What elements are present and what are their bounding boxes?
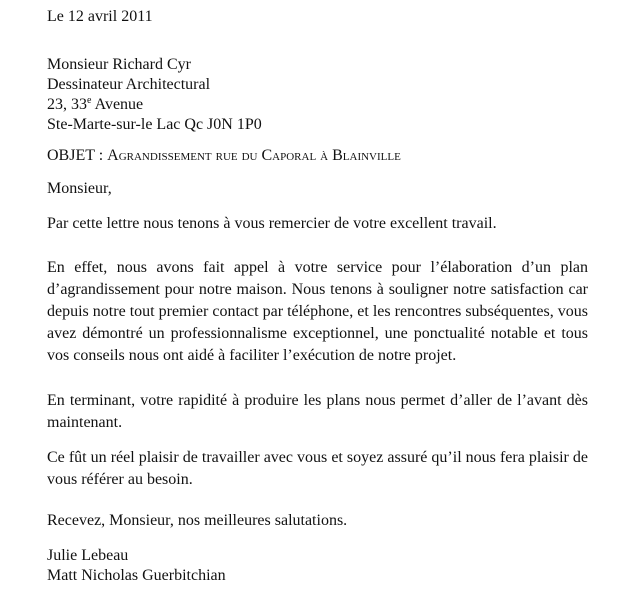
body-paragraph-1: Par cette lettre nous tenons à vous remercier de votre excellent travail.	[47, 215, 497, 232]
body-paragraph-3: En terminant, votre rapidité à produire les plans nous permet d’aller de l’avant dès maintenant.	[47, 392, 588, 431]
recipient-name: Monsieur Richard Cyr	[47, 56, 191, 73]
signatory-2: Matt Nicholas Guerbitchian	[47, 567, 226, 584]
letter-date: Le 12 avril 2011	[47, 8, 153, 25]
subject-line	[47, 147, 401, 165]
body-paragraph-2: En effet, nous avons fait appel à votre service pour l’élaboration d’un plan d’agrandissement pour notre maison. Nous tenons à souligner notre satisfaction car depuis notre tout premier contact par téléphone, et les rencontres subséquentes, vous avez démontré un professionnalisme exceptionnel, une ponctualité notable et tous vos conseils nous ont aidé à faciliter l’exécution de notre projet.	[47, 259, 588, 364]
recipient-city: Ste-Marte-sur-le Lac Qc J0N 1P0	[47, 116, 262, 133]
signatory-1: Julie Lebeau	[47, 547, 129, 564]
recipient-street: 23, 33e Avenue	[47, 95, 144, 113]
subject-label: OBJET :	[47, 147, 104, 164]
recipient-title: Dessinateur Architectural	[47, 76, 211, 93]
body-paragraph-4: Ce fût un réel plaisir de travailler avec vous et soyez assuré qu’il nous fera plaisir de vous référer au besoin.	[47, 449, 588, 488]
subject-text: Agrandissement rue du Caporal à Blainville	[107, 147, 401, 164]
closing-line: Recevez, Monsieur, nos meilleures salutations.	[47, 512, 348, 529]
salutation: Monsieur,	[47, 180, 112, 197]
